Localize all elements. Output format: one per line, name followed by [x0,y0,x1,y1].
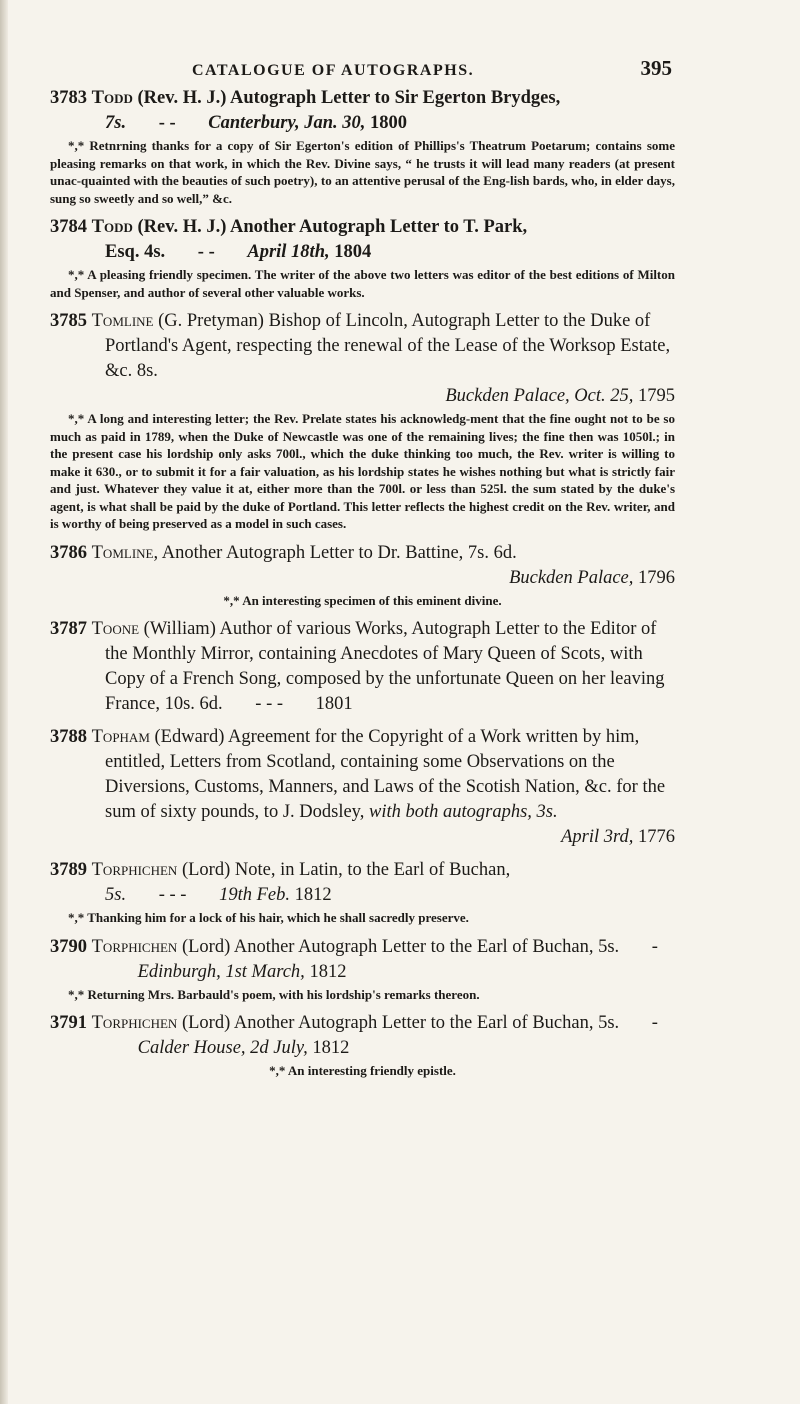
entry-note: *,* Returning Mrs. Barbauld's poem, with his lordship's remarks thereon. [68,986,480,1002]
entry-3786 [50,541,675,610]
entry-note: *,* A pleasing friendly specimen. The writer of the above two letters was editor of the best editions of Milton and Spenser, and author of several other valuable works. [50,267,675,300]
lot-number: 3787 [50,619,87,639]
entry-3790 [50,935,675,1004]
lot-number: 3788 [50,727,87,747]
entry-year: 1801 [315,694,353,714]
entry-dateline [105,566,675,591]
entry-note: *,* Retnrning thanks for a copy of Sir Egerton's edition of Phillips's Theatrum Poetarum; contains some pleasing remarks on that work, in which the Rev. Divine says, “ he trusts it will lead many readers (at present unac-quainted with the beauties of such poetry), to an attentive perusal of the Eng-lish bards, who, in elder days, sung so sweetly and so well,” &c. [50,138,675,206]
entry-heading [50,617,675,717]
author-name: Torphichen [91,1013,178,1033]
entry-3791 [50,1011,675,1080]
author-name: Tomline [91,311,154,331]
entry-year: 1800 [370,113,408,133]
entry-year: 1812 [309,961,347,982]
page-spine-shadow [0,0,8,1404]
lot-number: 3789 [50,860,87,880]
entry-description: (Lord) Note, in Latin, to the Earl of Buchan, [181,860,511,880]
author-name: Todd [91,88,133,108]
catalogue-entries [50,86,675,1088]
entry-description: (Lord) Another Autograph Letter to the Earl of Buchan, 5s. [181,1013,620,1033]
entry-description: (Edward) Agreement for the Copyright of a Work written by him, entitled, Letters from Scotland, containing some Observations on the Diversions, Customs, Manners, and Laws of the Scotish Nation, &c. for the sum of sixty pounds, to J. Dodsley, [105,727,666,822]
author-name: Torphichen [91,860,178,880]
entry-dash: - - - [158,885,187,905]
entry-place-date: Canterbury, Jan. 30, [208,113,366,133]
entry-3785 [50,309,675,533]
lot-number: 3784 [50,217,87,237]
entry-dash: - - [158,113,176,133]
entry-dash: - - [197,242,215,262]
entry-heading [50,725,675,850]
lot-number: 3783 [50,88,87,108]
lot-number: 3785 [50,311,87,331]
entry-heading [50,1011,675,1061]
entry-description: Another Autograph Letter to Dr. Battine, 7s. 6d. [161,542,517,563]
entry-3789 [50,858,675,927]
lot-number: 3790 [50,936,87,957]
lot-number: 3791 [50,1013,87,1033]
entry-year: 1804 [334,242,372,262]
running-title: CATALOGUE OF AUTOGRAPHS. [192,62,475,79]
entry-place-date: April 18th, [247,242,330,262]
entry-3784 [50,215,675,301]
entry-extra: with both autographs, 3s. [368,802,558,822]
entry-place-date: Buckden Palace, [509,567,634,588]
entry-heading [50,935,675,985]
entry-dash: - - - [255,694,284,714]
author-name: Todd [91,217,133,237]
entry-place-date: April 3rd, [561,827,634,847]
entry-year: 1795 [638,386,675,406]
author-name: Tomline, [91,542,159,563]
entry-description: (Lord) Another Autograph Letter to the Earl of Buchan, 5s. [181,936,620,957]
author-name: Toone [91,619,140,639]
entry-dateline [105,384,675,409]
entry-note: *,* A long and interesting letter; the Rev. Prelate states his acknowledg-ment that the fine ought not to be so much as paid in 1789, when the Duke of Newcastle was one of the remaining lives; the fine then was 1050l.; in the present case his lordship only asks 700l., which the duke thinking too much, the Rev. writer is willing to make it 630., or to submit it for a fair valuation, as his lordship states he wishes nothing but what is strictly fair and just. Whatever they value it at, either more than the 700l. or less than 525l. the sum stated by the duke's agent, is what shall be paid by the duke of Portland. This letter reflects the highest credit on the Rev. writer, and is worthy of being preserved as a model in such cases. [50,411,675,531]
entry-year: 1776 [638,827,675,847]
entry-place-date: Edinburgh, 1st March, [137,961,305,982]
entry-place-date: Calder House, 2d July, [137,1038,308,1058]
entry-price: 5s. [105,885,127,905]
entry-3788 [50,725,675,850]
author-name: Topham [91,727,150,747]
entry-year: 1812 [312,1038,350,1058]
entry-description: (Rev. H. J.) Autograph Letter to Sir Egerton Brydges, [137,88,561,108]
entry-dash: - [651,1013,658,1033]
entry-heading [50,858,675,908]
entry-note: *,* An interesting friendly epistle. [269,1063,456,1078]
author-name: Torphichen [91,936,178,957]
entry-3787 [50,617,675,717]
entry-price: Esq. 4s. [105,242,166,262]
entry-heading [50,215,675,265]
entry-price: 7s. [105,113,127,133]
entry-3783 [50,86,675,207]
entry-note: *,* Thanking him for a lock of his hair, which he shall sacredly preserve. [68,910,469,925]
page-header [192,56,672,81]
page-number: 395 [640,56,672,80]
entry-dateline [105,825,675,850]
entry-place-date: Buckden Palace, Oct. 25, [445,386,634,406]
entry-heading [50,541,675,591]
entry-description: (William) Author of various Works, Autograph Letter to the Editor of the Monthly Mirror, containing Anecdotes of Mary Queen of Scots, with Copy of a French Song, composed by the unfortunate Queen on her leaving France, 10s. 6d. [105,619,665,714]
entry-description: (G. Pretyman) Bishop of Lincoln, Autograph Letter to the Duke of Portland's Agent, respecting the renewal of the Lease of the Worksop Estate, &c. 8s. [105,311,671,381]
entry-description: (Rev. H. J.) Another Autograph Letter to T. Park, [137,217,528,237]
entry-note: *,* An interesting specimen of this eminent divine. [223,592,502,608]
entry-heading [50,309,675,409]
lot-number: 3786 [50,542,87,563]
entry-dash: - [651,936,658,957]
entry-year: 1812 [294,885,332,905]
entry-place-date: 19th Feb. [219,885,290,905]
entry-year: 1796 [638,567,675,588]
entry-heading [50,86,675,136]
